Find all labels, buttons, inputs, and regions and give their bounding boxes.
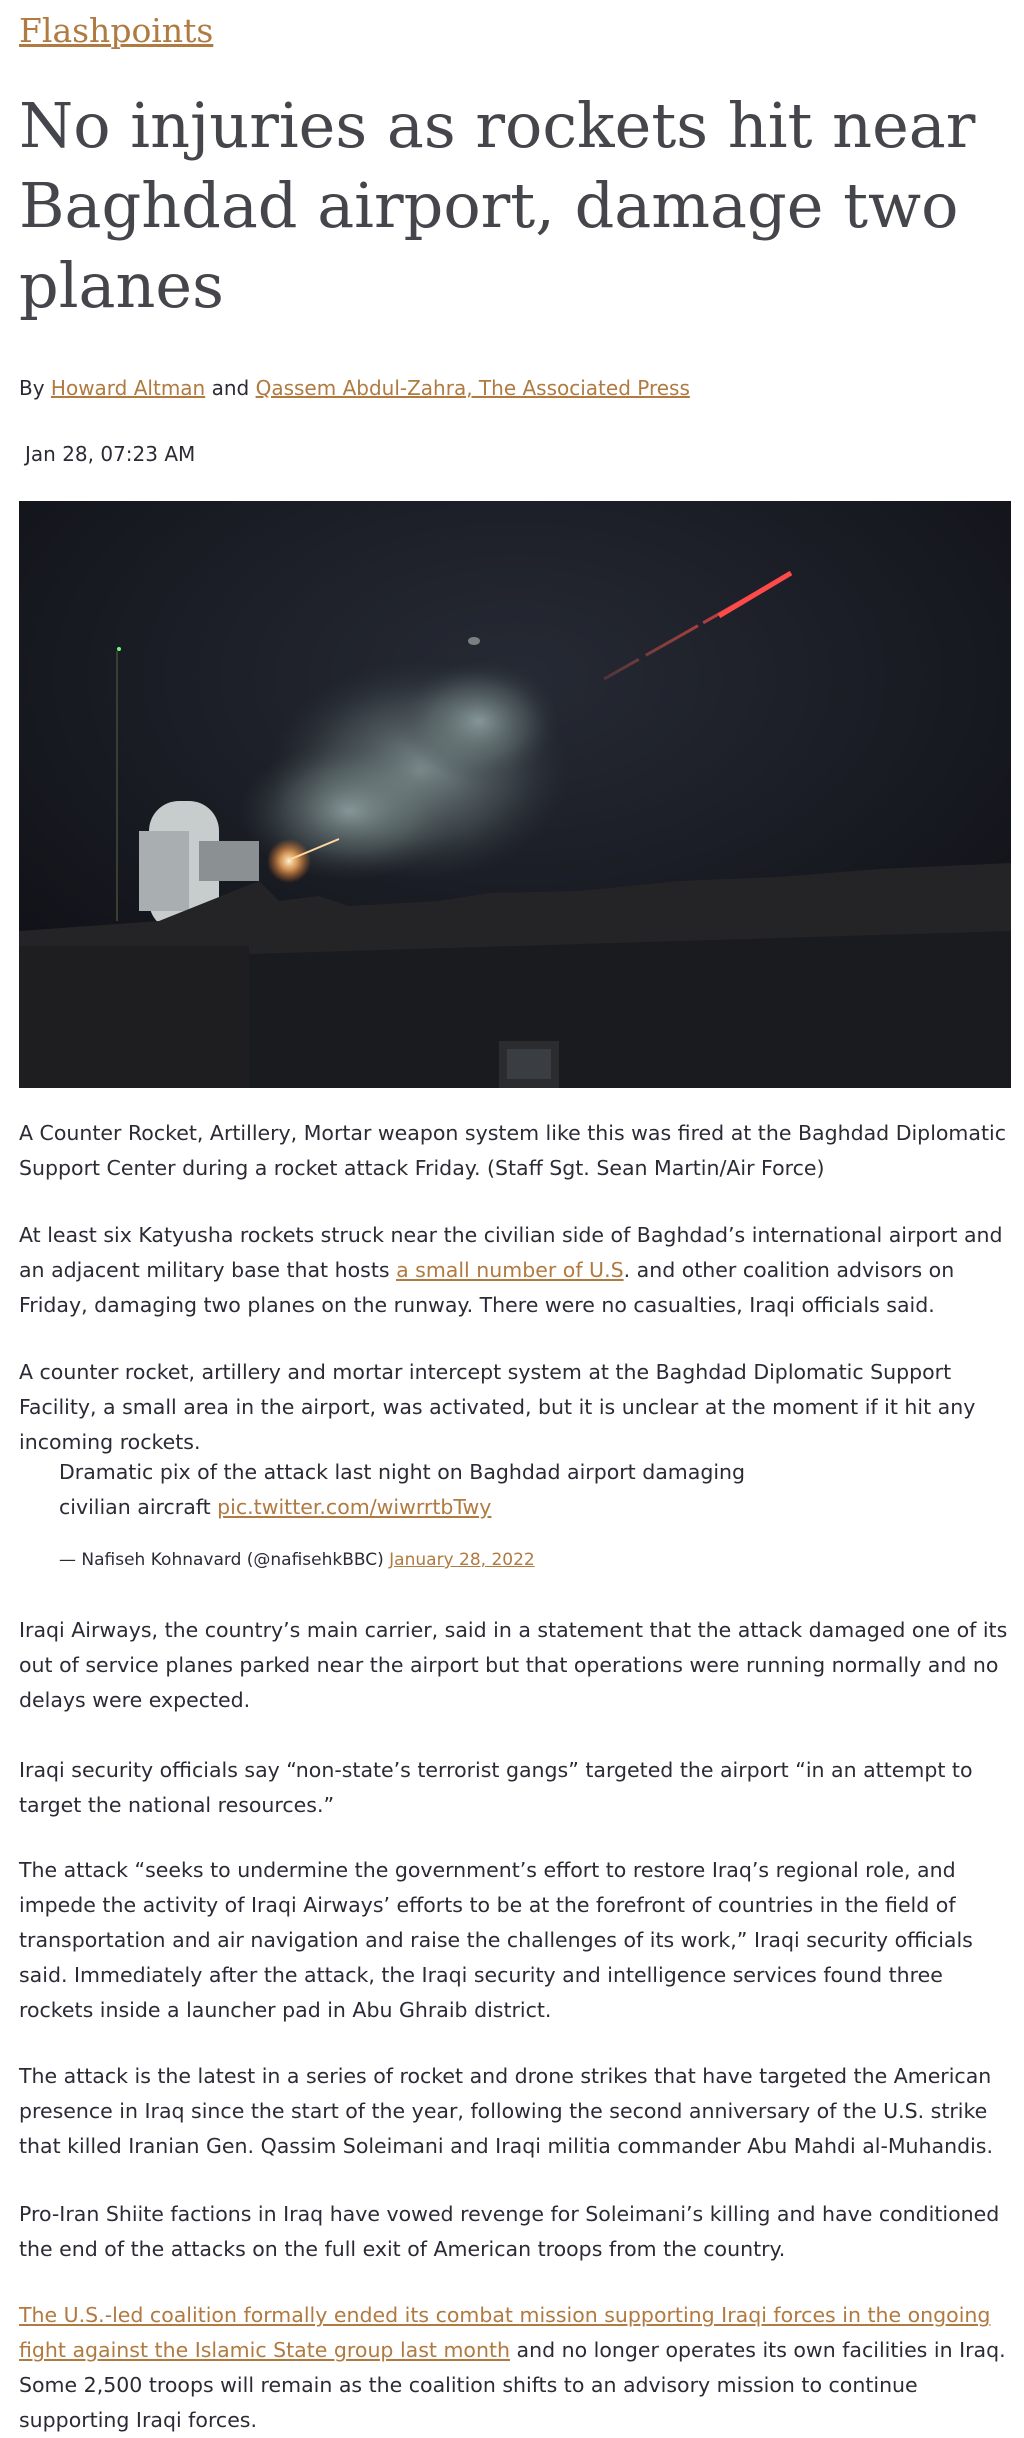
- byline: [19, 373, 690, 403]
- hero-image: [19, 501, 1011, 1088]
- tweet-text: [59, 1455, 819, 1525]
- byline-prefix: By: [19, 376, 45, 400]
- paragraph-3: Iraqi Airways, the country’s main carrier, said in a statement that the attack damaged one of its out of service planes parked near the airport but that operations were running normally and no delays were expected.: [19, 1618, 1008, 1712]
- byline-joiner: and: [211, 376, 250, 400]
- night-rocket-photo-icon: [19, 501, 1011, 1088]
- paragraph-7: Pro-Iran Shiite factions in Iraq have vowed revenge for Soleimani’s killing and have conditioned the end of the attacks on the full exit of American troops from the country.: [19, 2202, 1000, 2261]
- tweet-author: — Nafiseh Kohnavard (@nafisehkBBC): [59, 1550, 390, 1570]
- paragraph-4: Iraqi security officials say “non-state’s terrorist gangs” targeted the airport “in an attempt to target the national resources.”: [19, 1758, 973, 1817]
- coalition-mission-link[interactable]: The U.S.-led coalition formally ended its combat mission supporting Iraqi forces in the ongoing fight against the Islamic State group last month: [19, 2303, 991, 2362]
- tweet-date-link[interactable]: January 28, 2022: [389, 1550, 535, 1570]
- paragraph-2: A counter rocket, artillery and mortar intercept system at the Baghdad Diplomatic Support Facility, a small area in the airport, was activated, but it is unclear at the moment if it hit any incoming rockets.: [19, 1360, 976, 1454]
- paragraph-1-text-b: . and other coalition advisors on Friday, damaging two planes on the runway. There were no casualties, Iraqi officials said.: [19, 1258, 955, 1317]
- author-link-abdul-zahra[interactable]: Qassem Abdul-Zahra, The Associated Press: [255, 376, 690, 400]
- paragraph-5: The attack “seeks to undermine the government’s effort to restore Iraq’s regional role, and impede the activity of Iraqi Airways’ efforts to be at the forefront of countries in the field of transportation and air navigation and raise the challenges of its work,” Iraqi security officials said. Immediately after the attack, the Iraqi security and intelligence services found three rockets inside a launcher pad in Abu Ghraib district.: [19, 1858, 973, 2022]
- paragraph-1: [19, 1218, 1009, 1323]
- tweet-media-link[interactable]: pic.twitter.com/wiwrrtbTwy: [217, 1495, 492, 1519]
- author-link-altman[interactable]: Howard Altman: [50, 376, 206, 400]
- paragraph-6: The attack is the latest in a series of rocket and drone strikes that have targeted the American presence in Iraq since the start of the year, following the second anniversary of the U.S. strike that killed Iranian Gen. Qassim Soleimani and Iraqi militia commander Abu Mahdi al-Muhandis.: [19, 2064, 993, 2158]
- us-advisors-link[interactable]: a small number of U.S: [396, 1258, 624, 1282]
- paragraph-1-text-a: At least six Katyusha rockets struck near the civilian side of Baghdad’s international airport and an adjacent military base that hosts: [19, 1223, 1003, 1282]
- image-caption: A Counter Rocket, Artillery, Mortar weapon system like this was fired at the Baghdad Diplomatic Support Center during a rocket attack Friday. (Staff Sgt. Sean Martin/Air Force): [19, 1121, 1006, 1180]
- paragraph-8-text: and no longer operates its own facilities in Iraq. Some 2,500 troops will remain as the coalition shifts to an advisory mission to continue supporting Iraqi forces.: [19, 2338, 1006, 2432]
- tweet-attribution: [59, 1545, 535, 1575]
- section-link[interactable]: Flashpoints: [19, 11, 214, 50]
- tweet-body: Dramatic pix of the attack last night on Baghdad airport damaging civilian aircraft: [59, 1460, 746, 1519]
- publish-date: Jan 28, 07:23 AM: [25, 442, 196, 466]
- article-headline: No injuries as rockets hit near Baghdad airport, damage two planes: [19, 89, 976, 322]
- paragraph-8: [19, 2298, 1009, 2438]
